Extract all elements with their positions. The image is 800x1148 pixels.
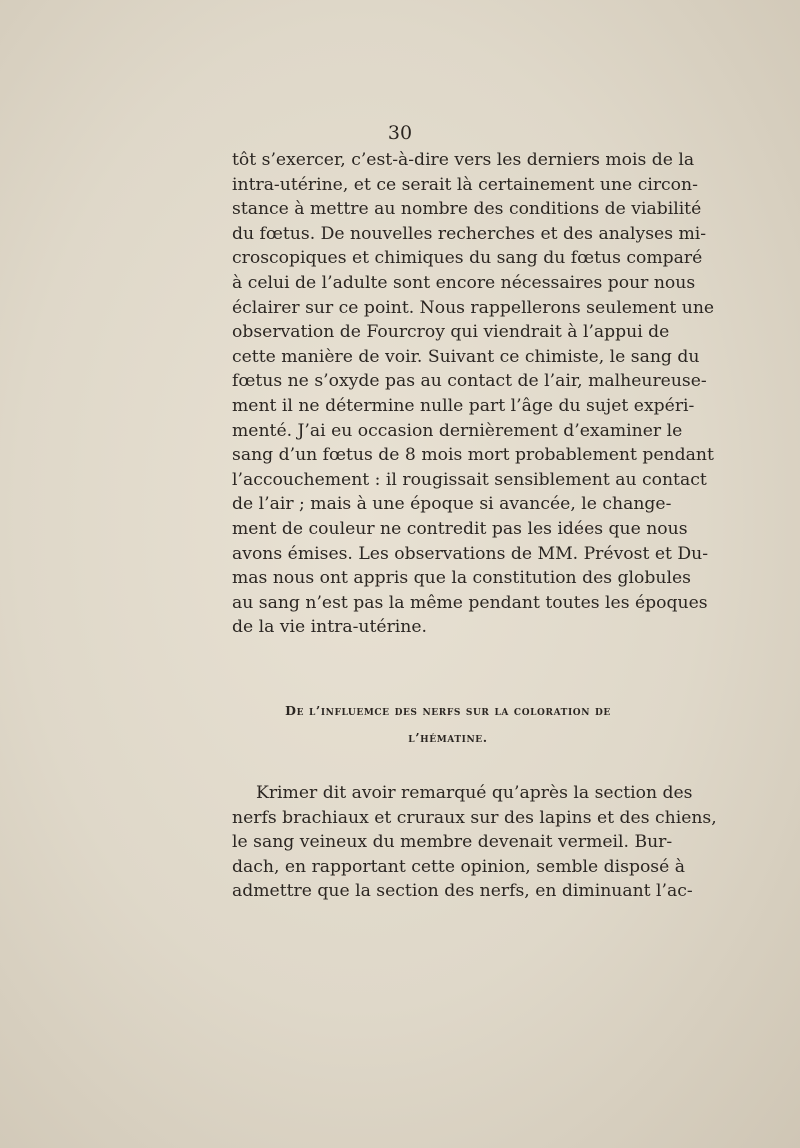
text-line: du fœtus. De nouvelles recherches et des analyses mi-: [232, 223, 707, 244]
text-line: de la vie intra-utérine.: [232, 617, 427, 638]
text-line: Krimer dit avoir remarqué qu’après la section des: [256, 783, 693, 803]
text-line: cette manière de voir. Suivant ce chimiste, le sang du: [232, 346, 700, 367]
text-line: fœtus ne s’oxyde pas au contact de l’air, malheureuse-: [232, 371, 707, 392]
text-line: croscopiques et chimiques du sang du fœtus comparé: [232, 248, 703, 269]
text-line: ment de couleur ne contredit pas les idées que nous: [232, 518, 688, 539]
text-line: avons émises. Les observations de MM. Prévost et Du-: [232, 543, 709, 564]
text-line: éclairer sur ce point. Nous rappellerons seulement une: [232, 297, 715, 318]
text-line: intra-utérine, et ce serait là certainement une circon-: [232, 174, 698, 195]
text-line: de l’air ; mais à une époque si avancée, le change-: [232, 494, 672, 515]
heading-line: De l’influemce des nerfs sur la coloration de: [285, 703, 611, 718]
paragraph-1: [232, 148, 715, 640]
text-line: tôt s’exercer, c’est-à-dire vers les derniers mois de la: [232, 150, 695, 170]
section-heading: [232, 697, 664, 751]
text-line: au sang n’est pas la même pendant toutes les époques: [232, 592, 708, 613]
heading-line: l’hématine.: [408, 730, 488, 745]
text-line: le sang veineux du membre devenait vermeil. Bur-: [232, 832, 673, 853]
paragraph-2: [232, 781, 717, 904]
text-line: dach, en rapportant cette opinion, semble disposé à: [232, 856, 686, 877]
text-line: observation de Fourcroy qui viendrait à l’appui de: [232, 322, 670, 343]
text-line: à celui de l’adulte sont encore nécessaires pour nous: [232, 272, 696, 293]
text-line: ment il ne détermine nulle part l’âge du sujet expéri-: [232, 395, 695, 416]
text-line: nerfs brachiaux et cruraux sur des lapins et des chiens,: [232, 807, 717, 828]
page-number: 30: [387, 122, 413, 144]
text-line: menté. J’ai eu occasion dernièrement d’examiner le: [232, 420, 683, 441]
text-line: mas nous ont appris que la constitution des globules: [232, 568, 691, 589]
text-line: stance à mettre au nombre des conditions de viabilité: [232, 199, 702, 220]
text-line: admettre que la section des nerfs, en diminuant l’ac-: [232, 881, 693, 902]
text-line: sang d’un fœtus de 8 mois mort probablement pendant: [232, 445, 714, 466]
text-line: l’accouchement : il rougissait sensiblement au contact: [232, 469, 707, 490]
